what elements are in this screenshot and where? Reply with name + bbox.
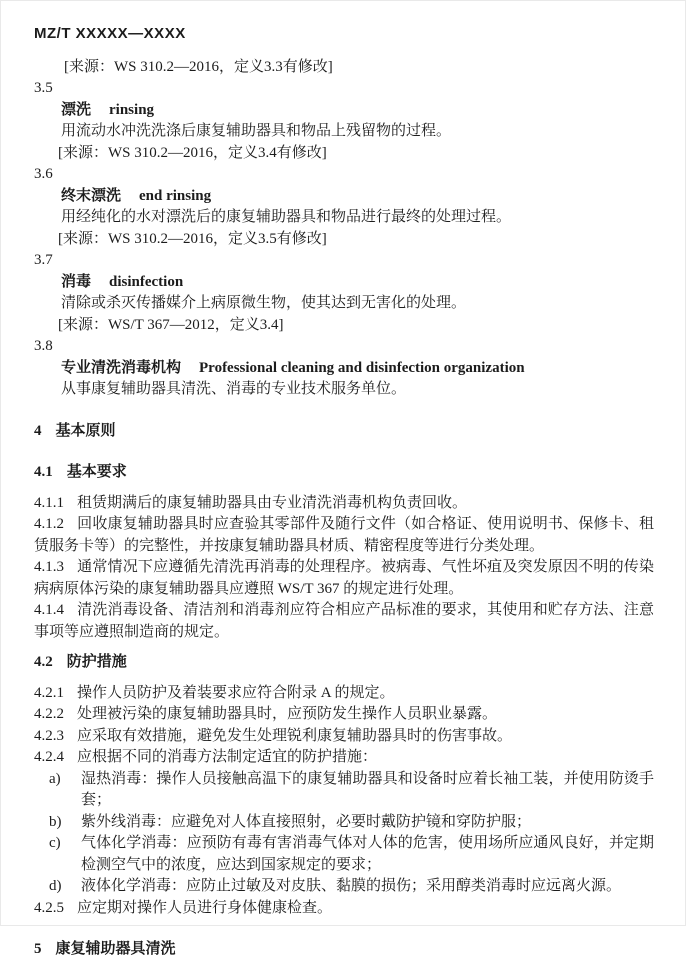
list-item bbox=[34, 876, 654, 898]
source-note: [来源：WS/T 367—2012，定义3.4] bbox=[58, 316, 284, 333]
term-definition: 用经纯化的水对漂洗后的康复辅助器具和物品进行最终的处理过程。 bbox=[61, 209, 512, 225]
clause bbox=[34, 747, 654, 769]
term-definition: 从事康复辅助器具清洗、消毒的专业技术服务单位。 bbox=[61, 381, 407, 397]
clause bbox=[34, 726, 654, 748]
list-marker: b) bbox=[49, 813, 62, 830]
clause-number: 4.2.5 bbox=[34, 899, 64, 916]
subsection-title: 防护措施 bbox=[66, 654, 127, 670]
list-item-text: 气体化学消毒：应预防有毒有害消毒气体对人体的危害，使用场所应通风良好，并定期检测空气中的浓度，应达到国家规定的要求； bbox=[81, 835, 654, 873]
clause bbox=[34, 493, 654, 515]
clause-text: 操作人员防护及着装要求应符合附录 A 的规定。 bbox=[77, 684, 395, 701]
term-number: 3.7 bbox=[34, 252, 53, 268]
term-title-zh: 漂洗 bbox=[61, 101, 92, 118]
clause-number: 4.1.4 bbox=[34, 602, 64, 618]
list-item bbox=[34, 833, 654, 876]
section-number: 5 bbox=[34, 941, 42, 957]
clause-text: 处理被污染的康复辅助器具时，应预防发生操作人员职业暴露。 bbox=[77, 706, 498, 722]
term-definition: 用流动水冲洗洗涤后康复辅助器具和物品上残留物的过程。 bbox=[61, 123, 452, 139]
clause-text: 应定期对操作人员进行身体健康检查。 bbox=[77, 899, 333, 916]
term-number: 3.5 bbox=[34, 80, 53, 96]
list-item-text: 液体化学消毒：应防止过敏及对皮肤、黏膜的损伤；采用醇类消毒时应远离火源。 bbox=[81, 878, 622, 894]
clause-text: 通常情况下应遵循先清洗再消毒的处理程序。被病毒、气性坏疽及突发原因不明的传染病病原体污染的康复辅助器具应遵照 WS/T 367 的规定进行处理。 bbox=[34, 559, 654, 597]
clause bbox=[34, 683, 654, 705]
subsection-title: 基本要求 bbox=[66, 464, 127, 480]
term-definition: 清除或杀灭传播媒介上病原微生物，使其达到无害化的处理。 bbox=[61, 295, 467, 311]
term-title bbox=[34, 272, 654, 294]
clause-number: 4.1.3 bbox=[34, 559, 64, 575]
clause-number: 4.1.1 bbox=[34, 494, 64, 511]
list-item-text: 湿热消毒：操作人员接触高温下的康复辅助器具和设备时应着长袖工装，并使用防烫手套； bbox=[81, 770, 654, 808]
term-block bbox=[34, 164, 654, 250]
list-item bbox=[34, 812, 654, 834]
section-title: 康复辅助器具清洗 bbox=[55, 941, 176, 957]
term-title-en: Professional cleaning and disinfection organization bbox=[199, 359, 525, 376]
list-marker: d) bbox=[49, 878, 62, 894]
clause-number: 4.2.4 bbox=[34, 749, 64, 765]
term-title-zh: 终末漂洗 bbox=[61, 187, 122, 204]
term-title-zh: 专业清洗消毒机构 bbox=[61, 359, 182, 376]
term-title bbox=[34, 100, 654, 122]
source-note: [来源：WS 310.2—2016，定义3.3有修改] bbox=[64, 58, 333, 75]
source-note: [来源：WS 310.2—2016，定义3.5有修改] bbox=[58, 230, 327, 247]
subsection-heading bbox=[34, 652, 654, 674]
term-title bbox=[34, 358, 654, 380]
list-item bbox=[34, 769, 654, 812]
subsection-number: 4.2 bbox=[34, 654, 53, 670]
clause bbox=[34, 557, 654, 600]
source-note: [来源：WS 310.2—2016，定义3.4有修改] bbox=[58, 144, 327, 161]
clause-number: 4.2.2 bbox=[34, 706, 64, 722]
clause-text: 应采取有效措施，避免发生处理锐利康复辅助器具时的伤害事故。 bbox=[77, 727, 513, 744]
term-title bbox=[34, 186, 654, 208]
clause bbox=[34, 704, 654, 726]
term-number: 3.6 bbox=[34, 166, 53, 182]
term-title-en: disinfection bbox=[109, 273, 184, 290]
clause bbox=[34, 898, 654, 920]
clause-number: 4.1.2 bbox=[34, 516, 64, 532]
clause bbox=[34, 600, 654, 643]
term-title-zh: 消毒 bbox=[61, 273, 92, 290]
term-number: 3.8 bbox=[34, 338, 53, 354]
section-heading bbox=[34, 939, 654, 961]
section-number: 4 bbox=[34, 422, 42, 439]
section-heading bbox=[34, 421, 654, 443]
section-title: 基本原则 bbox=[55, 422, 116, 439]
term-block bbox=[34, 78, 654, 164]
term-block bbox=[34, 336, 654, 401]
clause-text: 租赁期满后的康复辅助器具由专业清洗消毒机构负责回收。 bbox=[77, 494, 468, 511]
term-title-en: end rinsing bbox=[139, 187, 212, 204]
list-item-text: 紫外线消毒：应避免对人体直接照射，必要时戴防护镜和穿防护服； bbox=[81, 813, 532, 830]
doc-number: MZ/T XXXXX—XXXX bbox=[34, 25, 186, 42]
list-marker: c) bbox=[49, 835, 61, 851]
clause bbox=[34, 514, 654, 557]
subsection-heading bbox=[34, 462, 654, 484]
list-marker: a) bbox=[49, 770, 61, 787]
term-block bbox=[34, 250, 654, 336]
subsection-number: 4.1 bbox=[34, 464, 53, 480]
clause-text: 应根据不同的消毒方法制定适宜的防护措施： bbox=[77, 749, 378, 765]
term-title-en: rinsing bbox=[109, 101, 155, 118]
clause-text: 清洗消毒设备、清洁剂和消毒剂应符合相应产品标准的要求，其使用和贮存方法、注意事项等应遵照制造商的规定。 bbox=[34, 602, 654, 640]
clause-number: 4.2.3 bbox=[34, 727, 64, 744]
clause-text: 回收康复辅助器具时应查验其零部件及随行文件（如合格证、使用说明书、保修卡、租赁服务卡等）的完整性，并按康复辅助器具材质、精密程度等进行分类处理。 bbox=[34, 516, 654, 554]
clause-number: 4.2.1 bbox=[34, 684, 64, 701]
